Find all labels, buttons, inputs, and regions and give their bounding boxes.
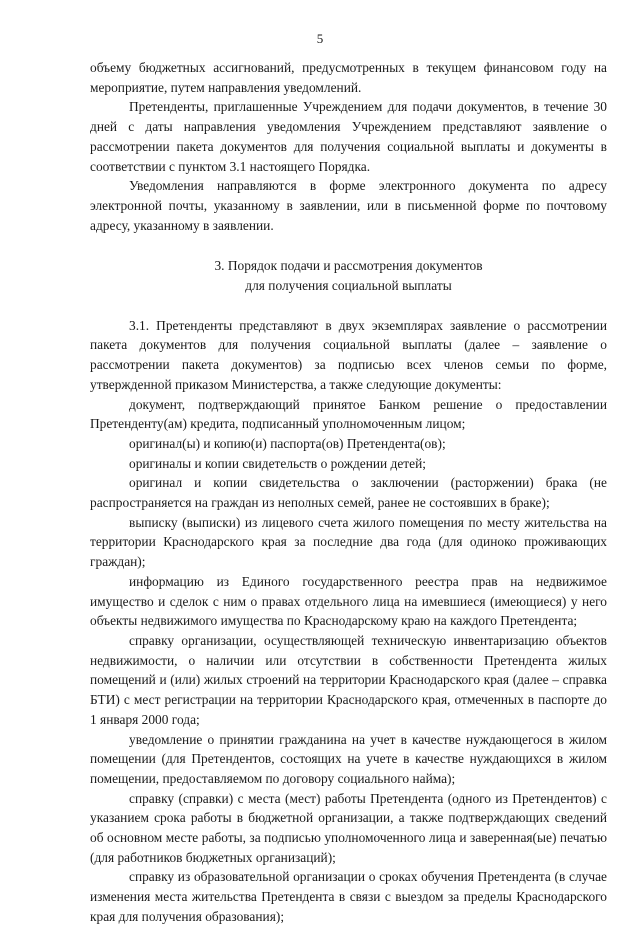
section-heading-line-2: для получения социальной выплаты (245, 278, 452, 294)
list-item-marriage-certificate: оригинал и копии свидетельства о заключении (расторжении) брака (не распространяется на граждан из неполных семей, ранее не состоявших в браке); (90, 475, 607, 511)
section-heading-line-1: 3. Порядок подачи и рассмотрения документов (214, 258, 483, 274)
list-item-housing-registration: уведомление о принятии гражданина на учет в качестве нуждающегося в жилом помещении (для Претендентов, состоящих на учете в качестве нуждающихся в жилом помещении, предоставляемом по договору социального найма); (90, 731, 607, 786)
paragraph-notifications: Уведомления направляются в форме электронного документа по адресу электронной почты, указанному в заявлении, или в письменной форме по почтовому адресу, указанному в заявлении. (90, 178, 607, 233)
paragraph-3-1: 3.1. Претенденты представляют в двух экземплярах заявление о рассмотрении пакета документов для получения социальной выплаты (далее – заявление о рассмотрении пакета документов) за подписью всех членов семьи по форме, утвержденной приказом Министерства, а также следующие документы: (90, 317, 607, 392)
list-item-bti-certificate: справку организации, осуществляющей техническую инвентаризацию объектов недвижимости, о наличии или отсутствии в собственности Претендента жилых помещений и (или) жилых строений на территории Краснодарского края (далее – справка БТИ) с мест регистрации на территории Краснодарского края, отмеченных в паспорте до 1 января 2000 года; (90, 632, 607, 727)
section-heading (90, 256, 607, 295)
list-item-birth-certificates: оригиналы и копии свидетельств о рождении детей; (129, 455, 426, 471)
paragraph-continuation: объему бюджетных ассигнований, предусмотренных в текущем финансовом году на мероприятие, путем направления уведомлений. (90, 60, 607, 95)
list-item-employment-certificate: справку (справки) с места (мест) работы Претендента (одного из Претендентов) с указанием срока работы в бюджетной организации, а также подтверждающих сведений об основном месте работы, за подписью уполномоченного лица и заверенная(ые) печатью (для работников бюджетных организаций); (90, 790, 607, 865)
document-body (90, 58, 607, 927)
list-item-passports: оригинал(ы) и копию(и) паспорта(ов) Претендента(ов); (129, 435, 446, 451)
list-item-bank-decision: документ, подтверждающий принятое Банком решение о предоставлении Претенденту(ам) кредита, подписанный уполномоченным лицом; (90, 396, 607, 432)
page-number: 5 (316, 31, 324, 46)
paragraph-invited-applicants: Претенденты, приглашенные Учреждением для подачи документов, в течение 30 дней с даты направления уведомления Учреждением представляют заявление о рассмотрении пакета документов для получения социальной выплаты и документы в соответствии с пунктом 3.1 настоящего Порядка. (90, 99, 607, 174)
list-item-education-certificate: справку из образовательной организации о сроках обучения Претендента (в случае изменения места жительства Претендента в связи с выездом за пределы Краснодарского края для получения образования); (90, 869, 607, 924)
list-item-account-extract: выписку (выписки) из лицевого счета жилого помещения по месту жительства на территории Краснодарского края за последние два года (для одиноко проживающих граждан); (90, 514, 607, 570)
list-item-egrp-information: информацию из Единого государственного реестра прав на недвижимое имущество и сделок с ним о правах отдельного лица на имевшиеся (имеющиеся) у него объекты недвижимого имущества по Краснодарскому краю на каждого Претендента; (90, 573, 607, 629)
